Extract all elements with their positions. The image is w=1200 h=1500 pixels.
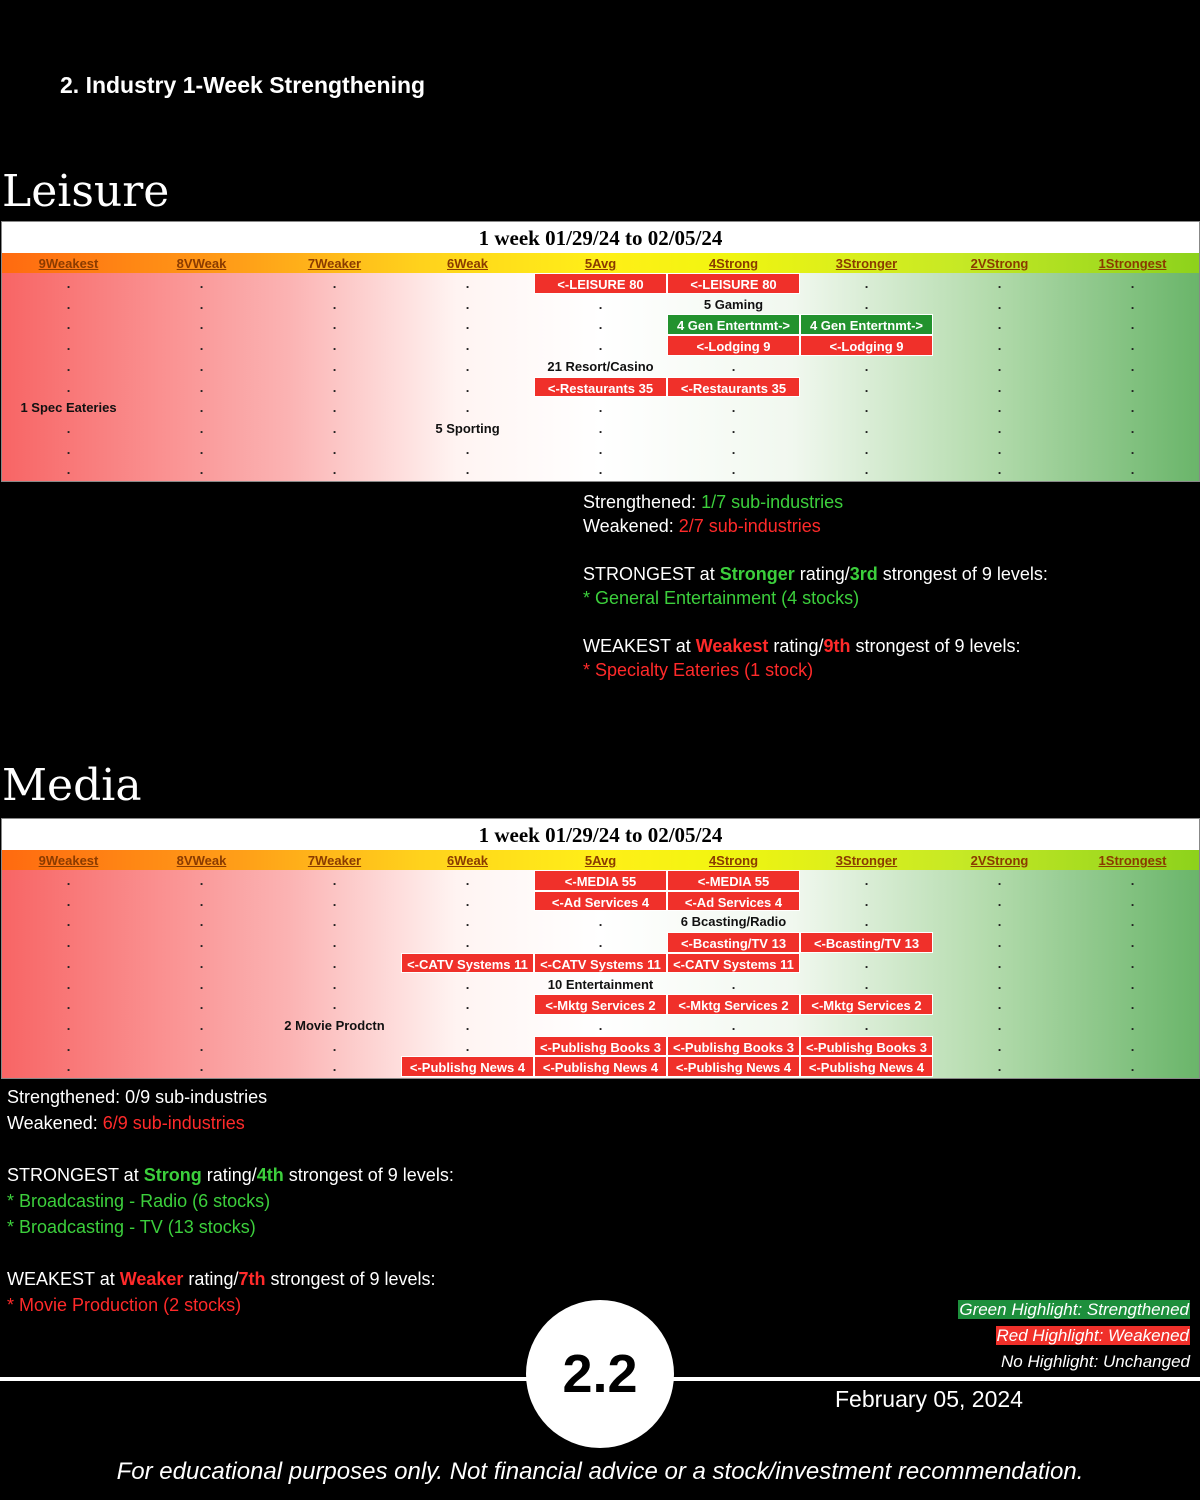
leisure-subindustry-cell: 21 Resort/Casino [547,358,654,374]
leisure-empty-cell: . [997,276,1002,291]
leisure-empty-cell: . [332,379,337,395]
media-subindustry-cell: <-Mktg Services 2 [534,994,667,1015]
leisure-empty-cell: . [997,400,1002,416]
leisure-empty-cell: . [598,296,603,312]
media-subindustry-cell: <-Publishg News 4 [667,1056,800,1077]
leisure-empty-cell: . [1130,462,1135,478]
media-empty-cell: . [66,1017,71,1033]
media-empty-cell: . [1130,914,1135,930]
media-empty-cell: . [465,1017,470,1033]
leisure-empty-cell: . [465,462,470,478]
media-level-label: 2VStrong [970,853,1029,868]
leisure-empty-cell: . [1130,441,1135,457]
leisure-heading: Leisure [2,166,170,217]
media-empty-cell: . [66,976,71,992]
media-empty-cell: . [66,873,71,888]
media-empty-cell: . [465,976,470,992]
media-empty-cell: . [997,955,1002,971]
leisure-empty-cell: . [997,462,1002,478]
leisure-empty-cell: . [199,441,204,457]
leisure-empty-cell: . [1130,296,1135,312]
report-date: February 05, 2024 [835,1386,1023,1412]
leisure-empty-cell: . [598,338,603,354]
leisure-empty-cell: . [66,276,71,291]
media-weakest-item: * Movie Production (2 stocks) [7,1295,242,1315]
leisure-subindustry-cell: <-Restaurants 35 [534,377,667,398]
leisure-empty-cell: . [66,338,71,354]
leisure-empty-cell: . [997,441,1002,457]
media-subindustry-cell: <-MEDIA 55 [667,870,800,891]
leisure-empty-cell: . [465,379,470,395]
leisure-rating-table [1,221,1200,482]
media-level-label: 7Weaker [307,853,362,868]
leisure-empty-cell: . [465,441,470,457]
media-table-body [2,870,1199,1078]
section-title: 2. Industry 1-Week Strengthening [60,72,426,98]
media-strengthened: Strengthened: 0/9 sub-industries [7,1087,268,1107]
leisure-empty-cell: . [598,400,603,416]
leisure-empty-cell: . [731,441,736,457]
media-empty-cell: . [731,1017,736,1033]
leisure-empty-cell: . [598,317,603,333]
leisure-level-label: 5Avg [584,256,617,271]
media-summary [7,1084,454,1318]
leisure-empty-cell: . [1130,317,1135,333]
media-empty-cell: . [1130,935,1135,951]
media-subindustry-cell: <-Ad Services 4 [534,891,667,912]
media-level-label: 9Weakest [38,853,99,868]
media-empty-cell: . [997,935,1002,951]
media-empty-cell: . [465,997,470,1013]
leisure-subindustry-cell: <-LEISURE 80 [534,273,667,294]
media-subindustry-cell: <-Publishg News 4 [401,1056,534,1077]
media-rating-table [1,818,1200,1079]
leisure-level-label: 7Weaker [307,256,362,271]
leisure-empty-cell: . [66,441,71,457]
media-empty-cell: . [199,1059,204,1075]
page-number-badge: 2.2 [526,1300,674,1448]
media-subindustry-cell: <-Mktg Services 2 [667,994,800,1015]
leisure-level-label: 2VStrong [970,256,1029,271]
media-level-label: 5Avg [584,853,617,868]
legend-green: Green Highlight: Strengthened [959,1300,1189,1319]
media-empty-cell: . [332,976,337,992]
leisure-empty-cell: . [332,317,337,333]
leisure-empty-cell: . [864,420,869,436]
media-heading: Media [2,760,142,811]
leisure-empty-cell: . [199,462,204,478]
media-empty-cell: . [199,893,204,909]
leisure-empty-cell: . [332,462,337,478]
leisure-empty-cell: . [864,296,869,312]
media-empty-cell: . [465,914,470,930]
media-empty-cell: . [465,893,470,909]
media-level-header [2,850,1199,870]
leisure-empty-cell: . [199,338,204,354]
leisure-strengthened: Strengthened: 1/7 sub-industries [583,492,844,512]
media-empty-cell: . [199,914,204,930]
media-empty-cell: . [1130,873,1135,888]
leisure-empty-cell: . [332,358,337,374]
media-subindustry-cell: <-CATV Systems 11 [401,953,534,974]
leisure-empty-cell: . [864,358,869,374]
leisure-subindustry-cell: 4 Gen Entertnmt-> [800,314,933,335]
leisure-empty-cell: . [332,441,337,457]
leisure-empty-cell: . [997,358,1002,374]
media-subindustry-cell: <-Publishg Books 3 [800,1036,933,1057]
media-empty-cell: . [199,1017,204,1033]
media-subindustry-cell: <-Publishg Books 3 [534,1036,667,1057]
leisure-empty-cell: . [66,420,71,436]
media-subindustry-cell: <-CATV Systems 11 [534,953,667,974]
media-empty-cell: . [332,935,337,951]
media-empty-cell: . [465,1038,470,1054]
media-empty-cell: . [997,914,1002,930]
media-empty-cell: . [199,873,204,888]
media-empty-cell: . [332,914,337,930]
media-empty-cell: . [864,893,869,909]
leisure-empty-cell: . [465,400,470,416]
media-empty-cell: . [1130,893,1135,909]
leisure-empty-cell: . [66,317,71,333]
media-empty-cell: . [199,955,204,971]
leisure-empty-cell: . [598,441,603,457]
leisure-subindustry-cell: <-Lodging 9 [667,335,800,356]
leisure-level-header [2,253,1199,273]
leisure-level-label: 4Strong [708,256,759,271]
leisure-level-label: 3Stronger [835,256,898,271]
media-empty-cell: . [66,914,71,930]
leisure-empty-cell: . [731,400,736,416]
media-empty-cell: . [1130,1038,1135,1054]
leisure-table-body [2,273,1199,481]
leisure-level-label: 8VWeak [176,256,227,271]
media-subindustry-cell: <-Publishg Books 3 [667,1036,800,1057]
media-empty-cell: . [598,935,603,951]
leisure-empty-cell: . [199,276,204,291]
leisure-empty-cell: . [598,420,603,436]
leisure-subindustry-cell: 4 Gen Entertnmt-> [667,314,800,335]
leisure-subindustry-cell: 1 Spec Eateries [20,400,117,416]
media-subindustry-cell: <-Publishg News 4 [800,1056,933,1077]
leisure-empty-cell: . [864,276,869,291]
highlight-legend [958,1297,1190,1375]
leisure-subindustry-cell: <-Restaurants 35 [667,377,800,398]
media-empty-cell: . [199,997,204,1013]
media-empty-cell: . [864,873,869,888]
leisure-subindustry-cell: <-Lodging 9 [800,335,933,356]
media-empty-cell: . [199,976,204,992]
leisure-empty-cell: . [864,379,869,395]
media-subindustry-cell: 2 Movie Prodctn [284,1017,385,1033]
leisure-empty-cell: . [864,400,869,416]
media-empty-cell: . [997,997,1002,1013]
media-subindustry-cell: <-MEDIA 55 [534,870,667,891]
media-empty-cell: . [66,1059,71,1075]
leisure-level-label: 1Strongest [1098,256,1167,271]
media-empty-cell: . [332,997,337,1013]
leisure-strongest-line: STRONGEST at Stronger rating/3rd strongest of 9 levels: [583,564,1048,584]
media-strongest-item: * Broadcasting - Radio (6 stocks) [7,1191,271,1211]
media-level-label: 3Stronger [835,853,898,868]
media-empty-cell: . [66,893,71,909]
leisure-empty-cell: . [199,317,204,333]
leisure-strongest-item: * General Entertainment (4 stocks) [583,588,860,608]
leisure-empty-cell: . [465,317,470,333]
leisure-empty-cell: . [199,379,204,395]
media-empty-cell: . [199,935,204,951]
media-empty-cell: . [864,955,869,971]
leisure-empty-cell: . [731,420,736,436]
media-empty-cell: . [66,935,71,951]
media-subindustry-cell: <-Ad Services 4 [667,891,800,912]
media-strongest-line: STRONGEST at Strong rating/4th strongest of 9 levels: [7,1165,454,1185]
media-empty-cell: . [598,1017,603,1033]
media-empty-cell: . [1130,997,1135,1013]
leisure-empty-cell: . [199,296,204,312]
media-empty-cell: . [997,1059,1002,1075]
leisure-empty-cell: . [1130,379,1135,395]
leisure-empty-cell: . [731,358,736,374]
media-subindustry-cell: <-Publishg News 4 [534,1056,667,1077]
media-empty-cell: . [864,914,869,930]
media-level-label: 1Strongest [1098,853,1167,868]
leisure-empty-cell: . [1130,358,1135,374]
media-strongest-item: * Broadcasting - TV (13 stocks) [7,1217,256,1237]
leisure-empty-cell: . [199,400,204,416]
leisure-empty-cell: . [332,400,337,416]
leisure-level-label: 9Weakest [38,256,99,271]
media-empty-cell: . [465,935,470,951]
leisure-subindustry-cell: 5 Gaming [703,296,764,312]
media-empty-cell: . [66,955,71,971]
leisure-empty-cell: . [997,379,1002,395]
media-level-label: 4Strong [708,853,759,868]
leisure-empty-cell: . [332,296,337,312]
leisure-empty-cell: . [864,441,869,457]
leisure-empty-cell: . [332,420,337,436]
leisure-empty-cell: . [997,296,1002,312]
media-empty-cell: . [66,1038,71,1054]
leisure-empty-cell: . [1130,400,1135,416]
leisure-summary [583,490,1048,682]
leisure-empty-cell: . [997,420,1002,436]
media-level-label: 8VWeak [176,853,227,868]
leisure-empty-cell: . [66,379,71,395]
leisure-empty-cell: . [864,462,869,478]
leisure-empty-cell: . [465,358,470,374]
media-empty-cell: . [66,997,71,1013]
leisure-level-label: 6Weak [447,256,488,271]
media-empty-cell: . [199,1038,204,1054]
media-empty-cell: . [997,976,1002,992]
media-empty-cell: . [332,1059,337,1075]
media-subindustry-cell: 6 Bcasting/Radio [680,914,787,930]
leisure-subindustry-cell: 5 Sporting [435,420,500,436]
media-empty-cell: . [332,873,337,888]
leisure-empty-cell: . [465,296,470,312]
media-subindustry-cell: <-CATV Systems 11 [667,953,800,974]
leisure-empty-cell: . [332,338,337,354]
media-empty-cell: . [997,1038,1002,1054]
media-subindustry-cell: 10 Entertainment [547,976,654,992]
leisure-empty-cell: . [997,338,1002,354]
leisure-empty-cell: . [66,296,71,312]
media-empty-cell: . [332,893,337,909]
leisure-empty-cell: . [465,276,470,291]
disclaimer: For educational purposes only. Not financial advice or a stock/investment recommendation. [116,1458,1084,1485]
leisure-empty-cell: . [199,420,204,436]
media-subindustry-cell: <-Bcasting/TV 13 [800,932,933,953]
leisure-empty-cell: . [465,338,470,354]
media-empty-cell: . [332,1038,337,1054]
leisure-empty-cell: . [66,462,71,478]
media-weakest-line: WEAKEST at Weaker rating/7th strongest of 9 levels: [7,1269,436,1289]
media-empty-cell: . [1130,1017,1135,1033]
media-subindustry-cell: <-Bcasting/TV 13 [667,932,800,953]
legend-none: No Highlight: Unchanged [1000,1352,1190,1371]
media-empty-cell: . [864,1017,869,1033]
media-table-title: 1 week 01/29/24 to 02/05/24 [2,819,1199,849]
media-empty-cell: . [997,893,1002,909]
leisure-empty-cell: . [199,358,204,374]
leisure-weakened: Weakened: 2/7 sub-industries [583,516,821,536]
leisure-empty-cell: . [1130,420,1135,436]
media-empty-cell: . [598,914,603,930]
leisure-weakest-item: * Specialty Eateries (1 stock) [583,660,814,680]
leisure-empty-cell: . [1130,276,1135,291]
leisure-empty-cell: . [332,276,337,291]
leisure-subindustry-cell: <-LEISURE 80 [667,273,800,294]
leisure-table-title: 1 week 01/29/24 to 02/05/24 [2,222,1199,252]
leisure-weakest-line: WEAKEST at Weakest rating/9th strongest of 9 levels: [583,636,1021,656]
leisure-empty-cell: . [66,358,71,374]
media-empty-cell: . [997,1017,1002,1033]
media-empty-cell: . [731,976,736,992]
media-level-label: 6Weak [447,853,488,868]
media-empty-cell: . [1130,976,1135,992]
media-empty-cell: . [1130,1059,1135,1075]
leisure-empty-cell: . [731,462,736,478]
media-empty-cell: . [864,976,869,992]
media-empty-cell: . [1130,955,1135,971]
legend-red: Red Highlight: Weakened [996,1326,1189,1345]
media-empty-cell: . [465,873,470,888]
media-subindustry-cell: <-Mktg Services 2 [800,994,933,1015]
leisure-empty-cell: . [598,462,603,478]
leisure-empty-cell: . [997,317,1002,333]
leisure-empty-cell: . [1130,338,1135,354]
media-empty-cell: . [332,955,337,971]
media-empty-cell: . [997,873,1002,888]
media-weakened: Weakened: 6/9 sub-industries [7,1113,245,1133]
